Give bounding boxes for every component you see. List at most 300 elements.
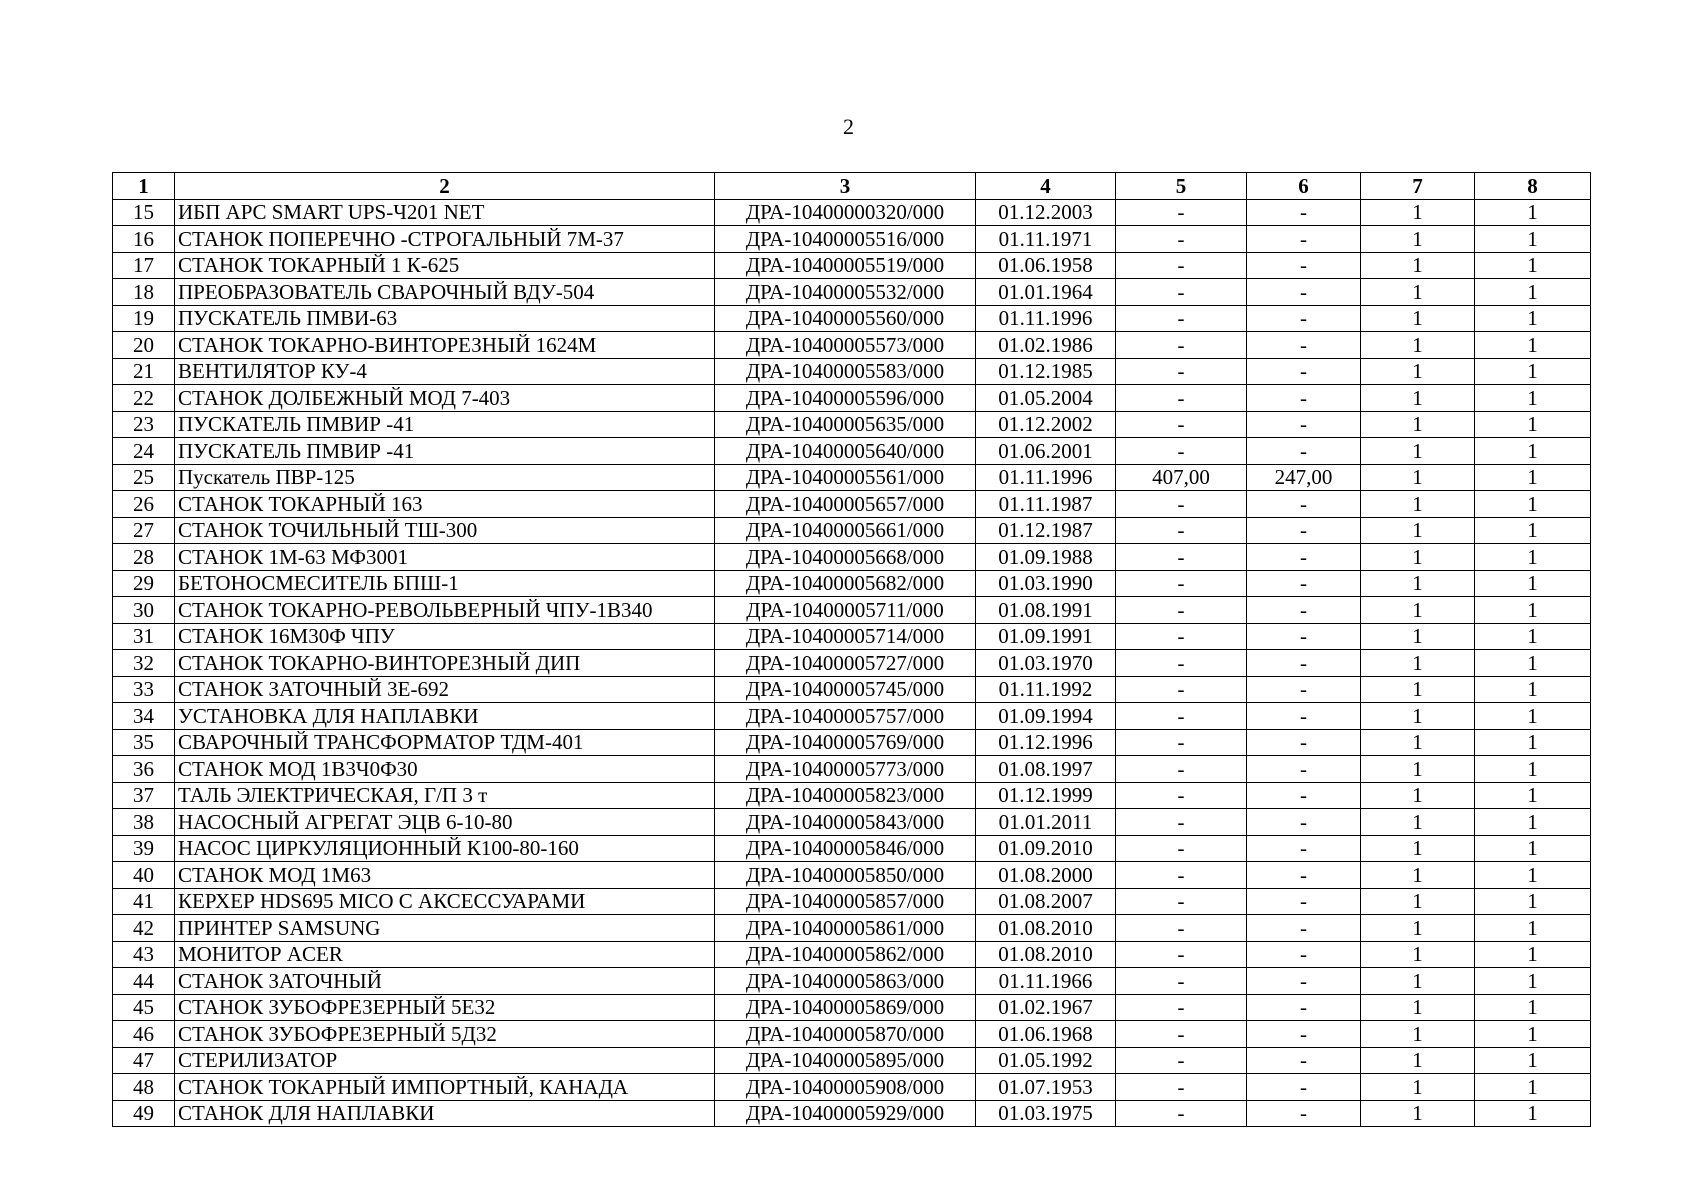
table-row: [113, 968, 1591, 995]
row-number-cell: 49: [113, 1100, 175, 1127]
row-number-cell: 34: [113, 703, 175, 730]
value-5-cell: -: [1116, 968, 1247, 995]
item-name-cell: СТАНОК ТОКАРНЫЙ ИМПОРТНЫЙ, КАНАДА: [175, 1074, 715, 1101]
value-8-cell: 1: [1475, 968, 1591, 995]
value-7-cell: 1: [1361, 279, 1475, 306]
value-6-cell: -: [1247, 941, 1361, 968]
row-number-cell: 37: [113, 782, 175, 809]
item-name-cell: СТАНОК МОД 1В3Ч0Ф30: [175, 756, 715, 783]
value-8-cell: 1: [1475, 915, 1591, 942]
item-name-cell: СТАНОК МОД 1М63: [175, 862, 715, 889]
value-7-cell: 1: [1361, 1100, 1475, 1127]
table-row: [113, 1047, 1591, 1074]
date-cell: 01.12.1999: [976, 782, 1116, 809]
value-7-cell: 1: [1361, 994, 1475, 1021]
inventory-code-cell: ДРА-10400005714/000: [715, 623, 976, 650]
value-8-cell: 1: [1475, 464, 1591, 491]
row-number-cell: 19: [113, 305, 175, 332]
date-cell: 01.03.1970: [976, 650, 1116, 677]
value-6-cell: -: [1247, 862, 1361, 889]
table-row: [113, 941, 1591, 968]
item-name-cell: Пускатель ПВР-125: [175, 464, 715, 491]
inventory-code-cell: ДРА-10400005846/000: [715, 835, 976, 862]
date-cell: 01.11.1971: [976, 226, 1116, 253]
item-name-cell: УСТАНОВКА ДЛЯ НАПЛАВКИ: [175, 703, 715, 730]
table-row: [113, 676, 1591, 703]
row-number-cell: 42: [113, 915, 175, 942]
value-7-cell: 1: [1361, 332, 1475, 359]
value-7-cell: 1: [1361, 1047, 1475, 1074]
value-8-cell: 1: [1475, 994, 1591, 1021]
item-name-cell: ПУСКАТЕЛЬ ПМВИР -41: [175, 438, 715, 465]
value-6-cell: -: [1247, 703, 1361, 730]
date-cell: 01.11.1992: [976, 676, 1116, 703]
value-5-cell: -: [1116, 279, 1247, 306]
item-name-cell: СТАНОК ЗАТОЧНЫЙ: [175, 968, 715, 995]
inventory-code-cell: ДРА-10400005682/000: [715, 570, 976, 597]
date-cell: 01.12.2003: [976, 199, 1116, 226]
value-8-cell: 1: [1475, 199, 1591, 226]
value-7-cell: 1: [1361, 252, 1475, 279]
value-6-cell: -: [1247, 968, 1361, 995]
value-8-cell: 1: [1475, 491, 1591, 518]
date-cell: 01.09.1991: [976, 623, 1116, 650]
value-5-cell: -: [1116, 332, 1247, 359]
item-name-cell: СТАНОК 16М30Ф ЧПУ: [175, 623, 715, 650]
value-8-cell: 1: [1475, 411, 1591, 438]
item-name-cell: СТАНОК ТОКАРНО-ВИНТОРЕЗНЫЙ 1624М: [175, 332, 715, 359]
value-6-cell: -: [1247, 597, 1361, 624]
row-number-cell: 20: [113, 332, 175, 359]
row-number-cell: 16: [113, 226, 175, 253]
table-row: [113, 544, 1591, 571]
column-header-7: 7: [1361, 173, 1475, 200]
value-7-cell: 1: [1361, 968, 1475, 995]
row-number-cell: 17: [113, 252, 175, 279]
value-8-cell: 1: [1475, 1074, 1591, 1101]
date-cell: 01.06.2001: [976, 438, 1116, 465]
date-cell: 01.11.1996: [976, 305, 1116, 332]
item-name-cell: СТАНОК ЗУБОФРЕЗЕРНЫЙ 5Е32: [175, 994, 715, 1021]
item-name-cell: СТАНОК ДЛЯ НАПЛАВКИ: [175, 1100, 715, 1127]
item-name-cell: СТАНОК ЗУБОФРЕЗЕРНЫЙ 5Д32: [175, 1021, 715, 1048]
value-7-cell: 1: [1361, 650, 1475, 677]
column-header-4: 4: [976, 173, 1116, 200]
inventory-code-cell: ДРА-10400005861/000: [715, 915, 976, 942]
value-6-cell: -: [1247, 226, 1361, 253]
inventory-code-cell: ДРА-10400005929/000: [715, 1100, 976, 1127]
item-name-cell: ПРИНТЕР SAMSUNG: [175, 915, 715, 942]
row-number-cell: 28: [113, 544, 175, 571]
inventory-code-cell: ДРА-10400005757/000: [715, 703, 976, 730]
header-row: [113, 173, 1591, 200]
value-5-cell: -: [1116, 941, 1247, 968]
value-5-cell: -: [1116, 782, 1247, 809]
date-cell: 01.03.1990: [976, 570, 1116, 597]
value-7-cell: 1: [1361, 729, 1475, 756]
value-6-cell: -: [1247, 650, 1361, 677]
value-5-cell: -: [1116, 544, 1247, 571]
inventory-code-cell: ДРА-10400005668/000: [715, 544, 976, 571]
value-6-cell: -: [1247, 438, 1361, 465]
table-row: [113, 385, 1591, 412]
value-5-cell: -: [1116, 623, 1247, 650]
value-6-cell: -: [1247, 332, 1361, 359]
value-5-cell: -: [1116, 1047, 1247, 1074]
date-cell: 01.08.1997: [976, 756, 1116, 783]
date-cell: 01.11.1987: [976, 491, 1116, 518]
row-number-cell: 32: [113, 650, 175, 677]
table-row: [113, 570, 1591, 597]
item-name-cell: БЕТОНОСМЕСИТЕЛЬ БПШ-1: [175, 570, 715, 597]
value-5-cell: -: [1116, 517, 1247, 544]
inventory-code-cell: ДРА-10400005516/000: [715, 226, 976, 253]
value-6-cell: -: [1247, 252, 1361, 279]
value-6-cell: -: [1247, 1074, 1361, 1101]
row-number-cell: 18: [113, 279, 175, 306]
value-6-cell: -: [1247, 915, 1361, 942]
table-row: [113, 332, 1591, 359]
row-number-cell: 27: [113, 517, 175, 544]
date-cell: 01.11.1996: [976, 464, 1116, 491]
value-5-cell: -: [1116, 729, 1247, 756]
value-7-cell: 1: [1361, 862, 1475, 889]
table-body: [113, 199, 1591, 1127]
value-7-cell: 1: [1361, 358, 1475, 385]
value-7-cell: 1: [1361, 915, 1475, 942]
value-8-cell: 1: [1475, 305, 1591, 332]
value-6-cell: -: [1247, 756, 1361, 783]
item-name-cell: ПУСКАТЕЛЬ ПМВИ-63: [175, 305, 715, 332]
table-row: [113, 1074, 1591, 1101]
value-7-cell: 1: [1361, 226, 1475, 253]
value-7-cell: 1: [1361, 491, 1475, 518]
value-5-cell: -: [1116, 199, 1247, 226]
date-cell: 01.07.1953: [976, 1074, 1116, 1101]
value-5-cell: -: [1116, 226, 1247, 253]
table-row: [113, 517, 1591, 544]
item-name-cell: СТАНОК ТОКАРНЫЙ 1 К-625: [175, 252, 715, 279]
value-8-cell: 1: [1475, 703, 1591, 730]
row-number-cell: 25: [113, 464, 175, 491]
inventory-code-cell: ДРА-10400005583/000: [715, 358, 976, 385]
date-cell: 01.06.1968: [976, 1021, 1116, 1048]
table-row: [113, 199, 1591, 226]
value-8-cell: 1: [1475, 782, 1591, 809]
value-5-cell: -: [1116, 756, 1247, 783]
item-name-cell: ПУСКАТЕЛЬ ПМВИР -41: [175, 411, 715, 438]
inventory-code-cell: ДРА-10400005711/000: [715, 597, 976, 624]
value-6-cell: -: [1247, 888, 1361, 915]
date-cell: 01.08.2000: [976, 862, 1116, 889]
row-number-cell: 21: [113, 358, 175, 385]
item-name-cell: СТЕРИЛИЗАТОР: [175, 1047, 715, 1074]
value-6-cell: -: [1247, 1047, 1361, 1074]
value-7-cell: 1: [1361, 782, 1475, 809]
table-row: [113, 915, 1591, 942]
row-number-cell: 43: [113, 941, 175, 968]
row-number-cell: 23: [113, 411, 175, 438]
value-6-cell: -: [1247, 517, 1361, 544]
value-6-cell: -: [1247, 544, 1361, 571]
row-number-cell: 39: [113, 835, 175, 862]
value-8-cell: 1: [1475, 862, 1591, 889]
row-number-cell: 38: [113, 809, 175, 836]
value-7-cell: 1: [1361, 385, 1475, 412]
value-6-cell: -: [1247, 1021, 1361, 1048]
inventory-code-cell: ДРА-10400005869/000: [715, 994, 976, 1021]
item-name-cell: ПРЕОБРАЗОВАТЕЛЬ СВАРОЧНЫЙ ВДУ-504: [175, 279, 715, 306]
column-header-5: 5: [1116, 173, 1247, 200]
value-8-cell: 1: [1475, 756, 1591, 783]
table-row: [113, 279, 1591, 306]
inventory-code-cell: ДРА-10400005773/000: [715, 756, 976, 783]
item-name-cell: СТАНОК ТОКАРНО-РЕВОЛЬВЕРНЫЙ ЧПУ-1В340: [175, 597, 715, 624]
inventory-code-cell: ДРА-10400005843/000: [715, 809, 976, 836]
inventory-code-cell: ДРА-10400005560/000: [715, 305, 976, 332]
value-6-cell: -: [1247, 729, 1361, 756]
date-cell: 01.12.1985: [976, 358, 1116, 385]
item-name-cell: СТАНОК ПОПЕРЕЧНО -СТРОГАЛЬНЫЙ 7М-37: [175, 226, 715, 253]
inventory-table: [112, 172, 1591, 1127]
table-row: [113, 703, 1591, 730]
table-row: [113, 994, 1591, 1021]
table-row: [113, 411, 1591, 438]
table-row: [113, 1021, 1591, 1048]
value-8-cell: 1: [1475, 570, 1591, 597]
value-5-cell: -: [1116, 676, 1247, 703]
inventory-code-cell: ДРА-10400005862/000: [715, 941, 976, 968]
value-7-cell: 1: [1361, 570, 1475, 597]
value-7-cell: 1: [1361, 199, 1475, 226]
item-name-cell: СТАНОК ЗАТОЧНЫЙ 3Е-692: [175, 676, 715, 703]
value-5-cell: -: [1116, 305, 1247, 332]
inventory-code-cell: ДРА-10400005727/000: [715, 650, 976, 677]
date-cell: 01.09.2010: [976, 835, 1116, 862]
table-row: [113, 1100, 1591, 1127]
inventory-code-cell: ДРА-10400005870/000: [715, 1021, 976, 1048]
table-row: [113, 729, 1591, 756]
inventory-code-cell: ДРА-10400005635/000: [715, 411, 976, 438]
value-6-cell: -: [1247, 570, 1361, 597]
row-number-cell: 35: [113, 729, 175, 756]
value-8-cell: 1: [1475, 623, 1591, 650]
value-8-cell: 1: [1475, 729, 1591, 756]
value-5-cell: 407,00: [1116, 464, 1247, 491]
value-5-cell: -: [1116, 385, 1247, 412]
table-row: [113, 623, 1591, 650]
value-8-cell: 1: [1475, 385, 1591, 412]
column-header-6: 6: [1247, 173, 1361, 200]
date-cell: 01.11.1966: [976, 968, 1116, 995]
table-row: [113, 782, 1591, 809]
inventory-code-cell: ДРА-10400005561/000: [715, 464, 976, 491]
value-6-cell: -: [1247, 199, 1361, 226]
inventory-code-cell: ДРА-10400005573/000: [715, 332, 976, 359]
value-8-cell: 1: [1475, 597, 1591, 624]
inventory-code-cell: ДРА-10400005863/000: [715, 968, 976, 995]
value-7-cell: 1: [1361, 438, 1475, 465]
table-row: [113, 491, 1591, 518]
value-5-cell: -: [1116, 411, 1247, 438]
value-7-cell: 1: [1361, 756, 1475, 783]
value-8-cell: 1: [1475, 279, 1591, 306]
date-cell: 01.08.2010: [976, 941, 1116, 968]
inventory-code-cell: ДРА-10400005640/000: [715, 438, 976, 465]
date-cell: 01.08.1991: [976, 597, 1116, 624]
item-name-cell: НАСОС ЦИРКУЛЯЦИОННЫЙ К100-80-160: [175, 835, 715, 862]
item-name-cell: ВЕНТИЛЯТОР КУ-4: [175, 358, 715, 385]
value-7-cell: 1: [1361, 464, 1475, 491]
date-cell: 01.05.1992: [976, 1047, 1116, 1074]
value-5-cell: -: [1116, 358, 1247, 385]
value-6-cell: 247,00: [1247, 464, 1361, 491]
value-5-cell: -: [1116, 438, 1247, 465]
table-row: [113, 597, 1591, 624]
inventory-code-cell: ДРА-10400005519/000: [715, 252, 976, 279]
value-6-cell: -: [1247, 623, 1361, 650]
row-number-cell: 47: [113, 1047, 175, 1074]
value-5-cell: -: [1116, 491, 1247, 518]
column-header-2: 2: [175, 173, 715, 200]
row-number-cell: 33: [113, 676, 175, 703]
value-6-cell: -: [1247, 676, 1361, 703]
item-name-cell: МОНИТОР ACER: [175, 941, 715, 968]
table-row: [113, 305, 1591, 332]
column-header-3: 3: [715, 173, 976, 200]
value-5-cell: -: [1116, 1021, 1247, 1048]
value-8-cell: 1: [1475, 888, 1591, 915]
value-7-cell: 1: [1361, 809, 1475, 836]
value-8-cell: 1: [1475, 252, 1591, 279]
table-row: [113, 835, 1591, 862]
value-7-cell: 1: [1361, 1021, 1475, 1048]
item-name-cell: СВАРОЧНЫЙ ТРАНСФОРМАТОР ТДМ-401: [175, 729, 715, 756]
value-7-cell: 1: [1361, 888, 1475, 915]
value-6-cell: -: [1247, 809, 1361, 836]
table-row: [113, 226, 1591, 253]
value-5-cell: -: [1116, 1074, 1247, 1101]
value-7-cell: 1: [1361, 597, 1475, 624]
item-name-cell: ИБП APC SMART UPS-Ч201 NET: [175, 199, 715, 226]
item-name-cell: СТАНОК ТОКАРНЫЙ 163: [175, 491, 715, 518]
item-name-cell: ТАЛЬ ЭЛЕКТРИЧЕСКАЯ, Г/П 3 т: [175, 782, 715, 809]
date-cell: 01.03.1975: [976, 1100, 1116, 1127]
date-cell: 01.01.1964: [976, 279, 1116, 306]
value-8-cell: 1: [1475, 544, 1591, 571]
value-7-cell: 1: [1361, 517, 1475, 544]
row-number-cell: 40: [113, 862, 175, 889]
value-8-cell: 1: [1475, 332, 1591, 359]
date-cell: 01.02.1986: [976, 332, 1116, 359]
row-number-cell: 26: [113, 491, 175, 518]
value-8-cell: 1: [1475, 650, 1591, 677]
value-8-cell: 1: [1475, 517, 1591, 544]
value-5-cell: -: [1116, 650, 1247, 677]
inventory-code-cell: ДРА-10400005657/000: [715, 491, 976, 518]
item-name-cell: СТАНОК ТОЧИЛЬНЫЙ ТШ-300: [175, 517, 715, 544]
inventory-code-cell: ДРА-10400005532/000: [715, 279, 976, 306]
item-name-cell: НАСОСНЫЙ АГРЕГАТ ЭЦВ 6-10-80: [175, 809, 715, 836]
date-cell: 01.09.1994: [976, 703, 1116, 730]
value-6-cell: -: [1247, 411, 1361, 438]
value-7-cell: 1: [1361, 703, 1475, 730]
value-7-cell: 1: [1361, 544, 1475, 571]
row-number-cell: 15: [113, 199, 175, 226]
value-5-cell: -: [1116, 835, 1247, 862]
table-row: [113, 438, 1591, 465]
row-number-cell: 46: [113, 1021, 175, 1048]
row-number-cell: 22: [113, 385, 175, 412]
row-number-cell: 44: [113, 968, 175, 995]
inventory-code-cell: ДРА-10400005769/000: [715, 729, 976, 756]
value-7-cell: 1: [1361, 835, 1475, 862]
item-name-cell: СТАНОК ДОЛБЕЖНЫЙ МОД 7-403: [175, 385, 715, 412]
value-5-cell: -: [1116, 252, 1247, 279]
row-number-cell: 24: [113, 438, 175, 465]
item-name-cell: СТАНОК ТОКАРНО-ВИНТОРЕЗНЫЙ ДИП: [175, 650, 715, 677]
inventory-code-cell: ДРА-10400005895/000: [715, 1047, 976, 1074]
table-row: [113, 809, 1591, 836]
date-cell: 01.08.2007: [976, 888, 1116, 915]
row-number-cell: 29: [113, 570, 175, 597]
column-header-1: 1: [113, 173, 175, 200]
value-8-cell: 1: [1475, 438, 1591, 465]
value-6-cell: -: [1247, 305, 1361, 332]
value-6-cell: -: [1247, 385, 1361, 412]
value-8-cell: 1: [1475, 835, 1591, 862]
date-cell: 01.01.2011: [976, 809, 1116, 836]
value-5-cell: -: [1116, 915, 1247, 942]
value-8-cell: 1: [1475, 358, 1591, 385]
date-cell: 01.02.1967: [976, 994, 1116, 1021]
value-5-cell: -: [1116, 862, 1247, 889]
item-name-cell: КЕРХЕР HDS695 MICO С АКСЕССУАРАМИ: [175, 888, 715, 915]
table-row: [113, 464, 1591, 491]
value-8-cell: 1: [1475, 1047, 1591, 1074]
inventory-code-cell: ДРА-10400000320/000: [715, 199, 976, 226]
inventory-code-cell: ДРА-10400005596/000: [715, 385, 976, 412]
value-6-cell: -: [1247, 491, 1361, 518]
inventory-code-cell: ДРА-10400005745/000: [715, 676, 976, 703]
value-7-cell: 1: [1361, 1074, 1475, 1101]
value-5-cell: -: [1116, 809, 1247, 836]
table-row: [113, 252, 1591, 279]
value-8-cell: 1: [1475, 941, 1591, 968]
row-number-cell: 36: [113, 756, 175, 783]
value-7-cell: 1: [1361, 941, 1475, 968]
value-6-cell: -: [1247, 835, 1361, 862]
value-7-cell: 1: [1361, 411, 1475, 438]
value-5-cell: -: [1116, 1100, 1247, 1127]
table-row: [113, 756, 1591, 783]
value-6-cell: -: [1247, 279, 1361, 306]
value-7-cell: 1: [1361, 305, 1475, 332]
inventory-code-cell: ДРА-10400005908/000: [715, 1074, 976, 1101]
column-header-8: 8: [1475, 173, 1591, 200]
row-number-cell: 41: [113, 888, 175, 915]
item-name-cell: СТАНОК 1М-63 МФ3001: [175, 544, 715, 571]
date-cell: 01.06.1958: [976, 252, 1116, 279]
value-6-cell: -: [1247, 1100, 1361, 1127]
date-cell: 01.08.2010: [976, 915, 1116, 942]
value-8-cell: 1: [1475, 676, 1591, 703]
row-number-cell: 30: [113, 597, 175, 624]
value-7-cell: 1: [1361, 623, 1475, 650]
row-number-cell: 45: [113, 994, 175, 1021]
date-cell: 01.12.1987: [976, 517, 1116, 544]
date-cell: 01.12.2002: [976, 411, 1116, 438]
